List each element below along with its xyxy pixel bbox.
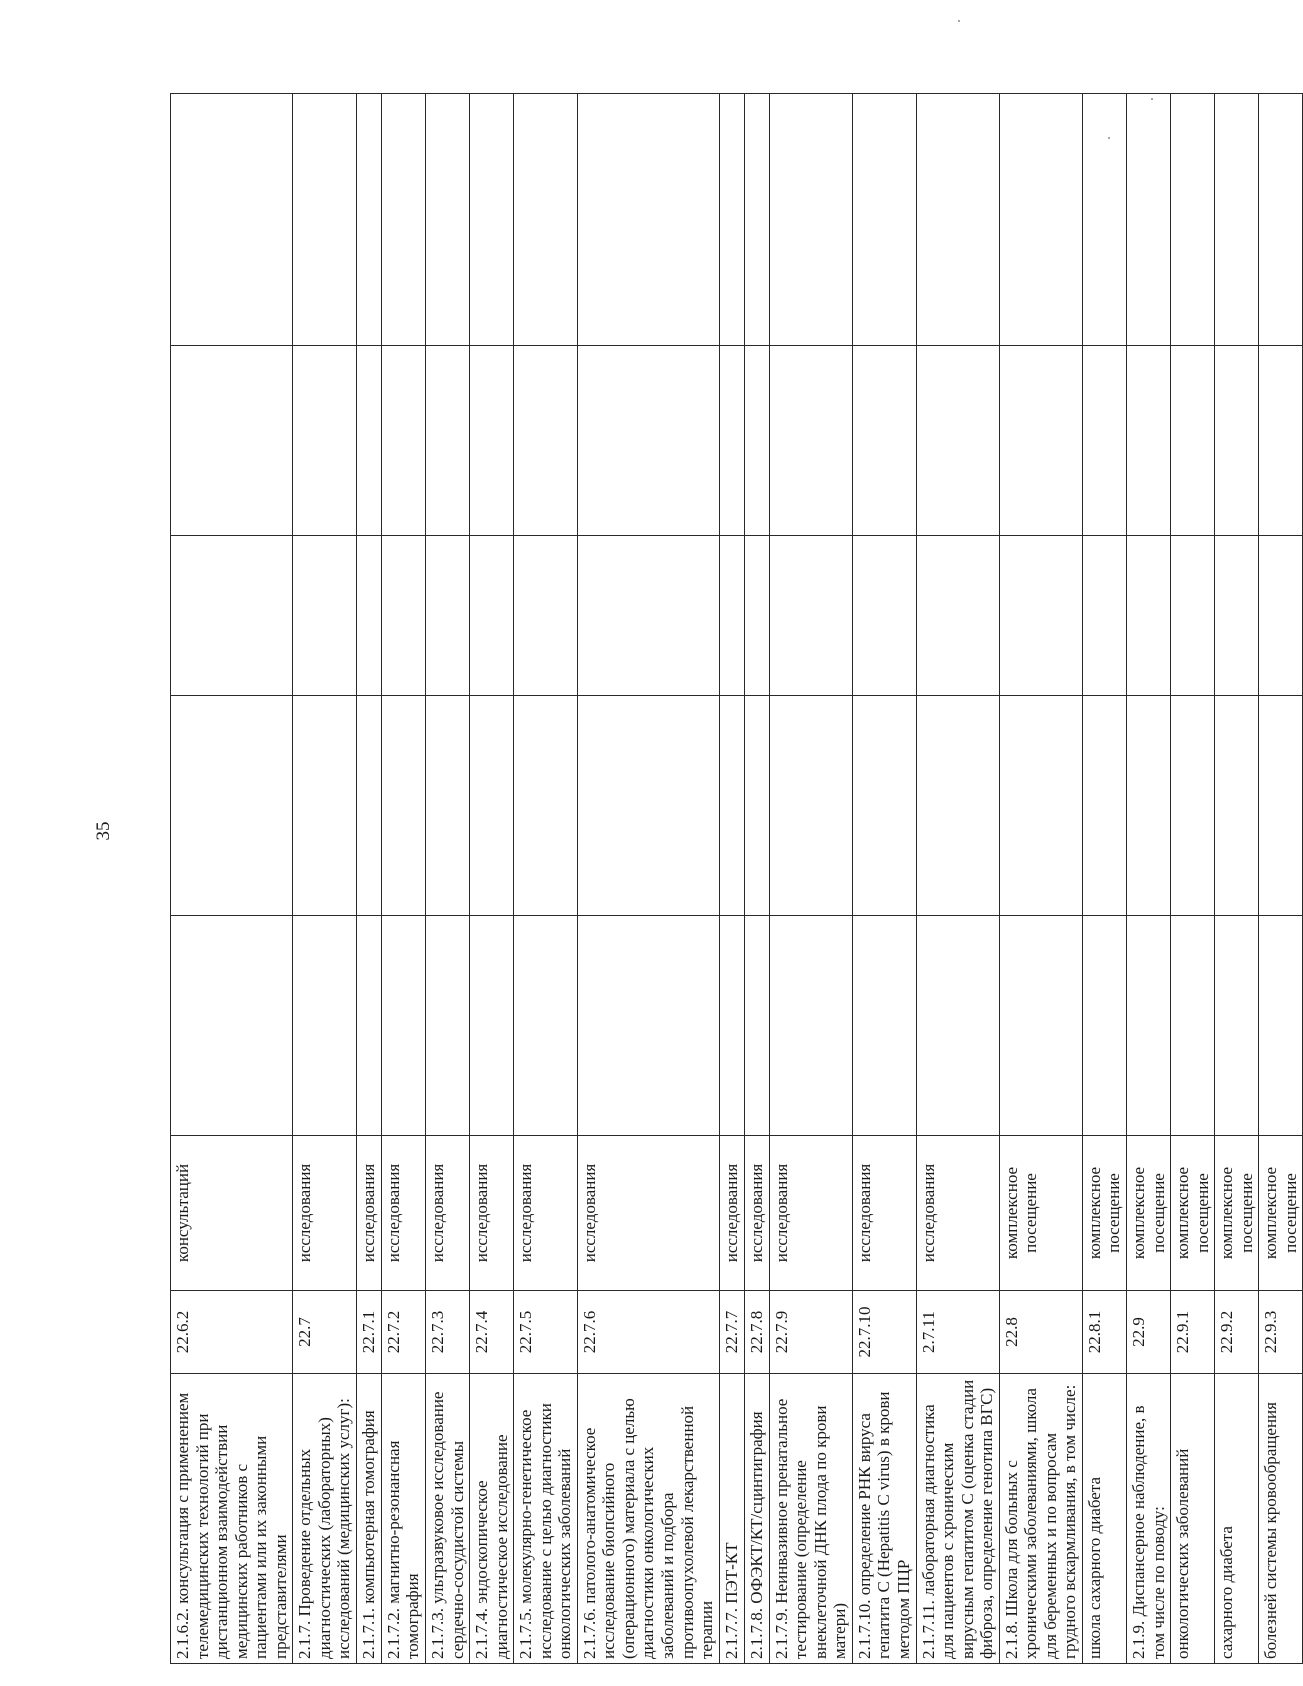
cell-indicator-name: онкологических заболеваний xyxy=(1171,1374,1215,1664)
cell-line-code: 22.8 xyxy=(999,1291,1082,1374)
cell-indicator-name: 2.1.7.1. компьютерная томография xyxy=(356,1374,381,1664)
cell-empty-value xyxy=(381,696,425,916)
cell-line-code: 22.7.8 xyxy=(744,1291,769,1374)
cell-unit: исследования xyxy=(356,1136,381,1291)
cell-line-code: 22.9.2 xyxy=(1215,1291,1259,1374)
cell-empty-value xyxy=(381,536,425,696)
cell-empty-value xyxy=(1259,916,1303,1136)
cell-empty-value xyxy=(852,916,916,1136)
cell-empty-value xyxy=(470,696,514,916)
cell-empty-value xyxy=(293,696,357,916)
cell-empty-value xyxy=(1171,346,1215,536)
cell-empty-value xyxy=(1215,94,1259,346)
cell-empty-value xyxy=(1126,346,1170,536)
cell-line-code: 22.7.6 xyxy=(577,1291,719,1374)
cell-empty-value xyxy=(1259,536,1303,696)
table-row xyxy=(719,94,744,1664)
cell-empty-value xyxy=(1082,916,1126,1136)
cell-empty-value xyxy=(356,346,381,536)
cell-empty-value xyxy=(1126,696,1170,916)
cell-empty-value xyxy=(470,916,514,1136)
cell-empty-value xyxy=(719,346,744,536)
cell-empty-value xyxy=(916,916,999,1136)
cell-empty-value xyxy=(744,696,769,916)
cell-empty-value xyxy=(916,696,999,916)
table-row xyxy=(381,94,425,1664)
table-row xyxy=(769,94,852,1664)
cell-empty-value xyxy=(470,536,514,696)
cell-indicator-name: 2.1.7.7. ПЭТ-КТ xyxy=(719,1374,744,1664)
cell-empty-value xyxy=(577,94,719,346)
table-row xyxy=(426,94,470,1664)
cell-empty-value xyxy=(719,696,744,916)
cell-line-code: 2.7.11 xyxy=(916,1291,999,1374)
cell-empty-value xyxy=(171,346,293,536)
cell-empty-value xyxy=(852,94,916,346)
cell-empty-value xyxy=(293,916,357,1136)
cell-unit: исследования xyxy=(719,1136,744,1291)
cell-empty-value xyxy=(1215,916,1259,1136)
cell-empty-value xyxy=(426,536,470,696)
cell-empty-value xyxy=(916,346,999,536)
cell-unit: комплексное посещение xyxy=(1171,1136,1215,1291)
cell-line-code: 22.8.1 xyxy=(1082,1291,1126,1374)
cell-unit: исследования xyxy=(470,1136,514,1291)
cell-unit: комплексное посещение xyxy=(999,1136,1082,1291)
cell-empty-value xyxy=(171,94,293,346)
cell-empty-value xyxy=(769,696,852,916)
scan-speck xyxy=(958,20,960,22)
cell-empty-value xyxy=(769,916,852,1136)
cell-indicator-name: 2.1.8. Школа для больных с хроническими заболеваниями, школа для беременных и по вопросам грудного вскармливания, в том числе: xyxy=(999,1374,1082,1664)
cell-empty-value xyxy=(769,346,852,536)
cell-unit: исследования xyxy=(852,1136,916,1291)
cell-empty-value xyxy=(999,346,1082,536)
cell-empty-value xyxy=(744,536,769,696)
cell-empty-value xyxy=(470,94,514,346)
table-row xyxy=(1126,94,1170,1664)
cell-line-code: 22.6.2 xyxy=(171,1291,293,1374)
cell-empty-value xyxy=(293,346,357,536)
cell-empty-value xyxy=(1171,916,1215,1136)
table-row xyxy=(1082,94,1126,1664)
cell-empty-value xyxy=(426,916,470,1136)
cell-indicator-name: 2.1.7.4. эндоскопическое диагностическое исследование xyxy=(470,1374,514,1664)
cell-empty-value xyxy=(426,94,470,346)
cell-empty-value xyxy=(744,916,769,1136)
cell-empty-value xyxy=(1259,696,1303,916)
cell-line-code: 22.9.3 xyxy=(1259,1291,1303,1374)
table-row xyxy=(1171,94,1215,1664)
cell-empty-value xyxy=(381,346,425,536)
cell-line-code: 22.7.3 xyxy=(426,1291,470,1374)
cell-empty-value xyxy=(852,346,916,536)
cell-empty-value xyxy=(744,346,769,536)
cell-empty-value xyxy=(470,346,514,536)
cell-line-code: 22.7.4 xyxy=(470,1291,514,1374)
table-row xyxy=(514,94,578,1664)
cell-unit: исследования xyxy=(744,1136,769,1291)
table-body xyxy=(171,94,1303,1664)
cell-empty-value xyxy=(356,94,381,346)
cell-empty-value xyxy=(381,94,425,346)
cell-empty-value xyxy=(999,536,1082,696)
cell-empty-value xyxy=(999,94,1082,346)
cell-empty-value xyxy=(293,94,357,346)
cell-empty-value xyxy=(852,536,916,696)
cell-indicator-name: 2.1.7.6. патолого-анатомическое исследование биопсийного (операционного) материала с целью диагностики онкологических заболеваний и подбора противоопухолевой лекарственной терапии xyxy=(577,1374,719,1664)
cell-empty-value xyxy=(1082,346,1126,536)
cell-empty-value xyxy=(356,536,381,696)
cell-indicator-name: 2.1.7.9. Неинвазивное пренатальное тестирование (определение внеклеточной ДНК плода по крови матери) xyxy=(769,1374,852,1664)
cell-empty-value xyxy=(999,916,1082,1136)
cell-line-code: 22.9.1 xyxy=(1171,1291,1215,1374)
cell-empty-value xyxy=(1215,696,1259,916)
table-row xyxy=(171,94,293,1664)
scan-speck xyxy=(1151,98,1153,100)
cell-line-code: 22.7.5 xyxy=(514,1291,578,1374)
cell-line-code: 22.7.1 xyxy=(356,1291,381,1374)
cell-empty-value xyxy=(577,916,719,1136)
table-row xyxy=(470,94,514,1664)
table-row xyxy=(356,94,381,1664)
cell-indicator-name: 2.1.7.11. лабораторная диагностика для пациентов с хроническим вирусным гепатитом С (оценка стадии фиброза, определение генотипа ВГС) xyxy=(916,1374,999,1664)
cell-line-code: 22.7 xyxy=(293,1291,357,1374)
cell-line-code: 22.7.2 xyxy=(381,1291,425,1374)
cell-empty-value xyxy=(577,536,719,696)
cell-unit: исследования xyxy=(769,1136,852,1291)
cell-empty-value xyxy=(1126,536,1170,696)
cell-empty-value xyxy=(1082,536,1126,696)
cell-empty-value xyxy=(1171,536,1215,696)
cell-indicator-name: 2.1.7.8. ОФЭКТ/КТ/сцинтиграфия xyxy=(744,1374,769,1664)
cell-indicator-name: 2.1.7.3. ультразвуковое исследование сердечно-сосудистой системы xyxy=(426,1374,470,1664)
cell-empty-value xyxy=(719,916,744,1136)
cell-empty-value xyxy=(852,696,916,916)
table-row xyxy=(1259,94,1303,1664)
table-row xyxy=(916,94,999,1664)
cell-unit: комплексное посещение xyxy=(1215,1136,1259,1291)
cell-empty-value xyxy=(1171,696,1215,916)
cell-unit: исследования xyxy=(577,1136,719,1291)
cell-unit: исследования xyxy=(426,1136,470,1291)
cell-empty-value xyxy=(1082,94,1126,346)
page-number: 35 xyxy=(93,821,114,841)
table-row xyxy=(852,94,916,1664)
table-row xyxy=(999,94,1082,1664)
cell-unit: исследования xyxy=(916,1136,999,1291)
cell-empty-value xyxy=(916,536,999,696)
cell-unit: комплексное посещение xyxy=(1082,1136,1126,1291)
cell-empty-value xyxy=(293,536,357,696)
cell-indicator-name: 2.1.7. Проведение отдельных диагностических (лабораторных) исследований (медицинских услуг): xyxy=(293,1374,357,1664)
cell-unit: комплексное посещение xyxy=(1126,1136,1170,1291)
scan-speck xyxy=(1108,137,1110,139)
cell-empty-value xyxy=(769,536,852,696)
cell-empty-value xyxy=(426,346,470,536)
cell-unit: исследования xyxy=(381,1136,425,1291)
data-table xyxy=(170,93,1303,1664)
cell-empty-value xyxy=(719,536,744,696)
cell-indicator-name: 2.1.9. Диспансерное наблюдение, в том числе по поводу: xyxy=(1126,1374,1170,1664)
cell-empty-value xyxy=(171,696,293,916)
cell-indicator-name: 2.1.7.2. магнитно-резонансная томография xyxy=(381,1374,425,1664)
cell-line-code: 22.7.9 xyxy=(769,1291,852,1374)
cell-empty-value xyxy=(1215,346,1259,536)
cell-unit: исследования xyxy=(293,1136,357,1291)
cell-empty-value xyxy=(381,916,425,1136)
cell-empty-value xyxy=(577,346,719,536)
table-row xyxy=(744,94,769,1664)
cell-empty-value xyxy=(356,916,381,1136)
cell-indicator-name: 2.1.7.10. определение РНК вируса гепатита С (Hepatitis C virus) в крови методом ПЦР xyxy=(852,1374,916,1664)
table-row xyxy=(577,94,719,1664)
cell-empty-value xyxy=(514,536,578,696)
rotated-table-container xyxy=(170,94,1300,1664)
cell-empty-value xyxy=(1259,94,1303,346)
cell-indicator-name: болезней системы кровообращения xyxy=(1259,1374,1303,1664)
cell-empty-value xyxy=(999,696,1082,916)
cell-empty-value xyxy=(514,94,578,346)
cell-unit: комплексное посещение xyxy=(1259,1136,1303,1291)
cell-line-code: 22.9 xyxy=(1126,1291,1170,1374)
cell-empty-value xyxy=(514,696,578,916)
cell-empty-value xyxy=(514,916,578,1136)
cell-indicator-name: сахарного диабета xyxy=(1215,1374,1259,1664)
cell-unit: исследования xyxy=(514,1136,578,1291)
cell-empty-value xyxy=(514,346,578,536)
cell-empty-value xyxy=(426,696,470,916)
cell-empty-value xyxy=(769,94,852,346)
cell-empty-value xyxy=(1171,94,1215,346)
cell-indicator-name: 2.1.7.5. молекулярно-генетическое исследование с целью диагностики онкологических заболеваний xyxy=(514,1374,578,1664)
cell-empty-value xyxy=(719,94,744,346)
cell-unit: консультаций xyxy=(171,1136,293,1291)
table-row xyxy=(293,94,357,1664)
cell-indicator-name: 2.1.6.2. консультация с применением телемедицинских технологий при дистанционном взаимодействии медицинских работников с пациентами или их законными представителями xyxy=(171,1374,293,1664)
cell-empty-value xyxy=(744,94,769,346)
cell-empty-value xyxy=(356,696,381,916)
cell-indicator-name: школа сахарного диабета xyxy=(1082,1374,1126,1664)
cell-empty-value xyxy=(577,696,719,916)
cell-empty-value xyxy=(1126,916,1170,1136)
cell-empty-value xyxy=(1259,346,1303,536)
cell-line-code: 22.7.7 xyxy=(719,1291,744,1374)
cell-empty-value xyxy=(1126,94,1170,346)
cell-empty-value xyxy=(171,536,293,696)
cell-empty-value xyxy=(171,916,293,1136)
cell-empty-value xyxy=(916,94,999,346)
table-row xyxy=(1215,94,1259,1664)
cell-empty-value xyxy=(1082,696,1126,916)
cell-empty-value xyxy=(1215,536,1259,696)
cell-line-code: 22.7.10 xyxy=(852,1291,916,1374)
